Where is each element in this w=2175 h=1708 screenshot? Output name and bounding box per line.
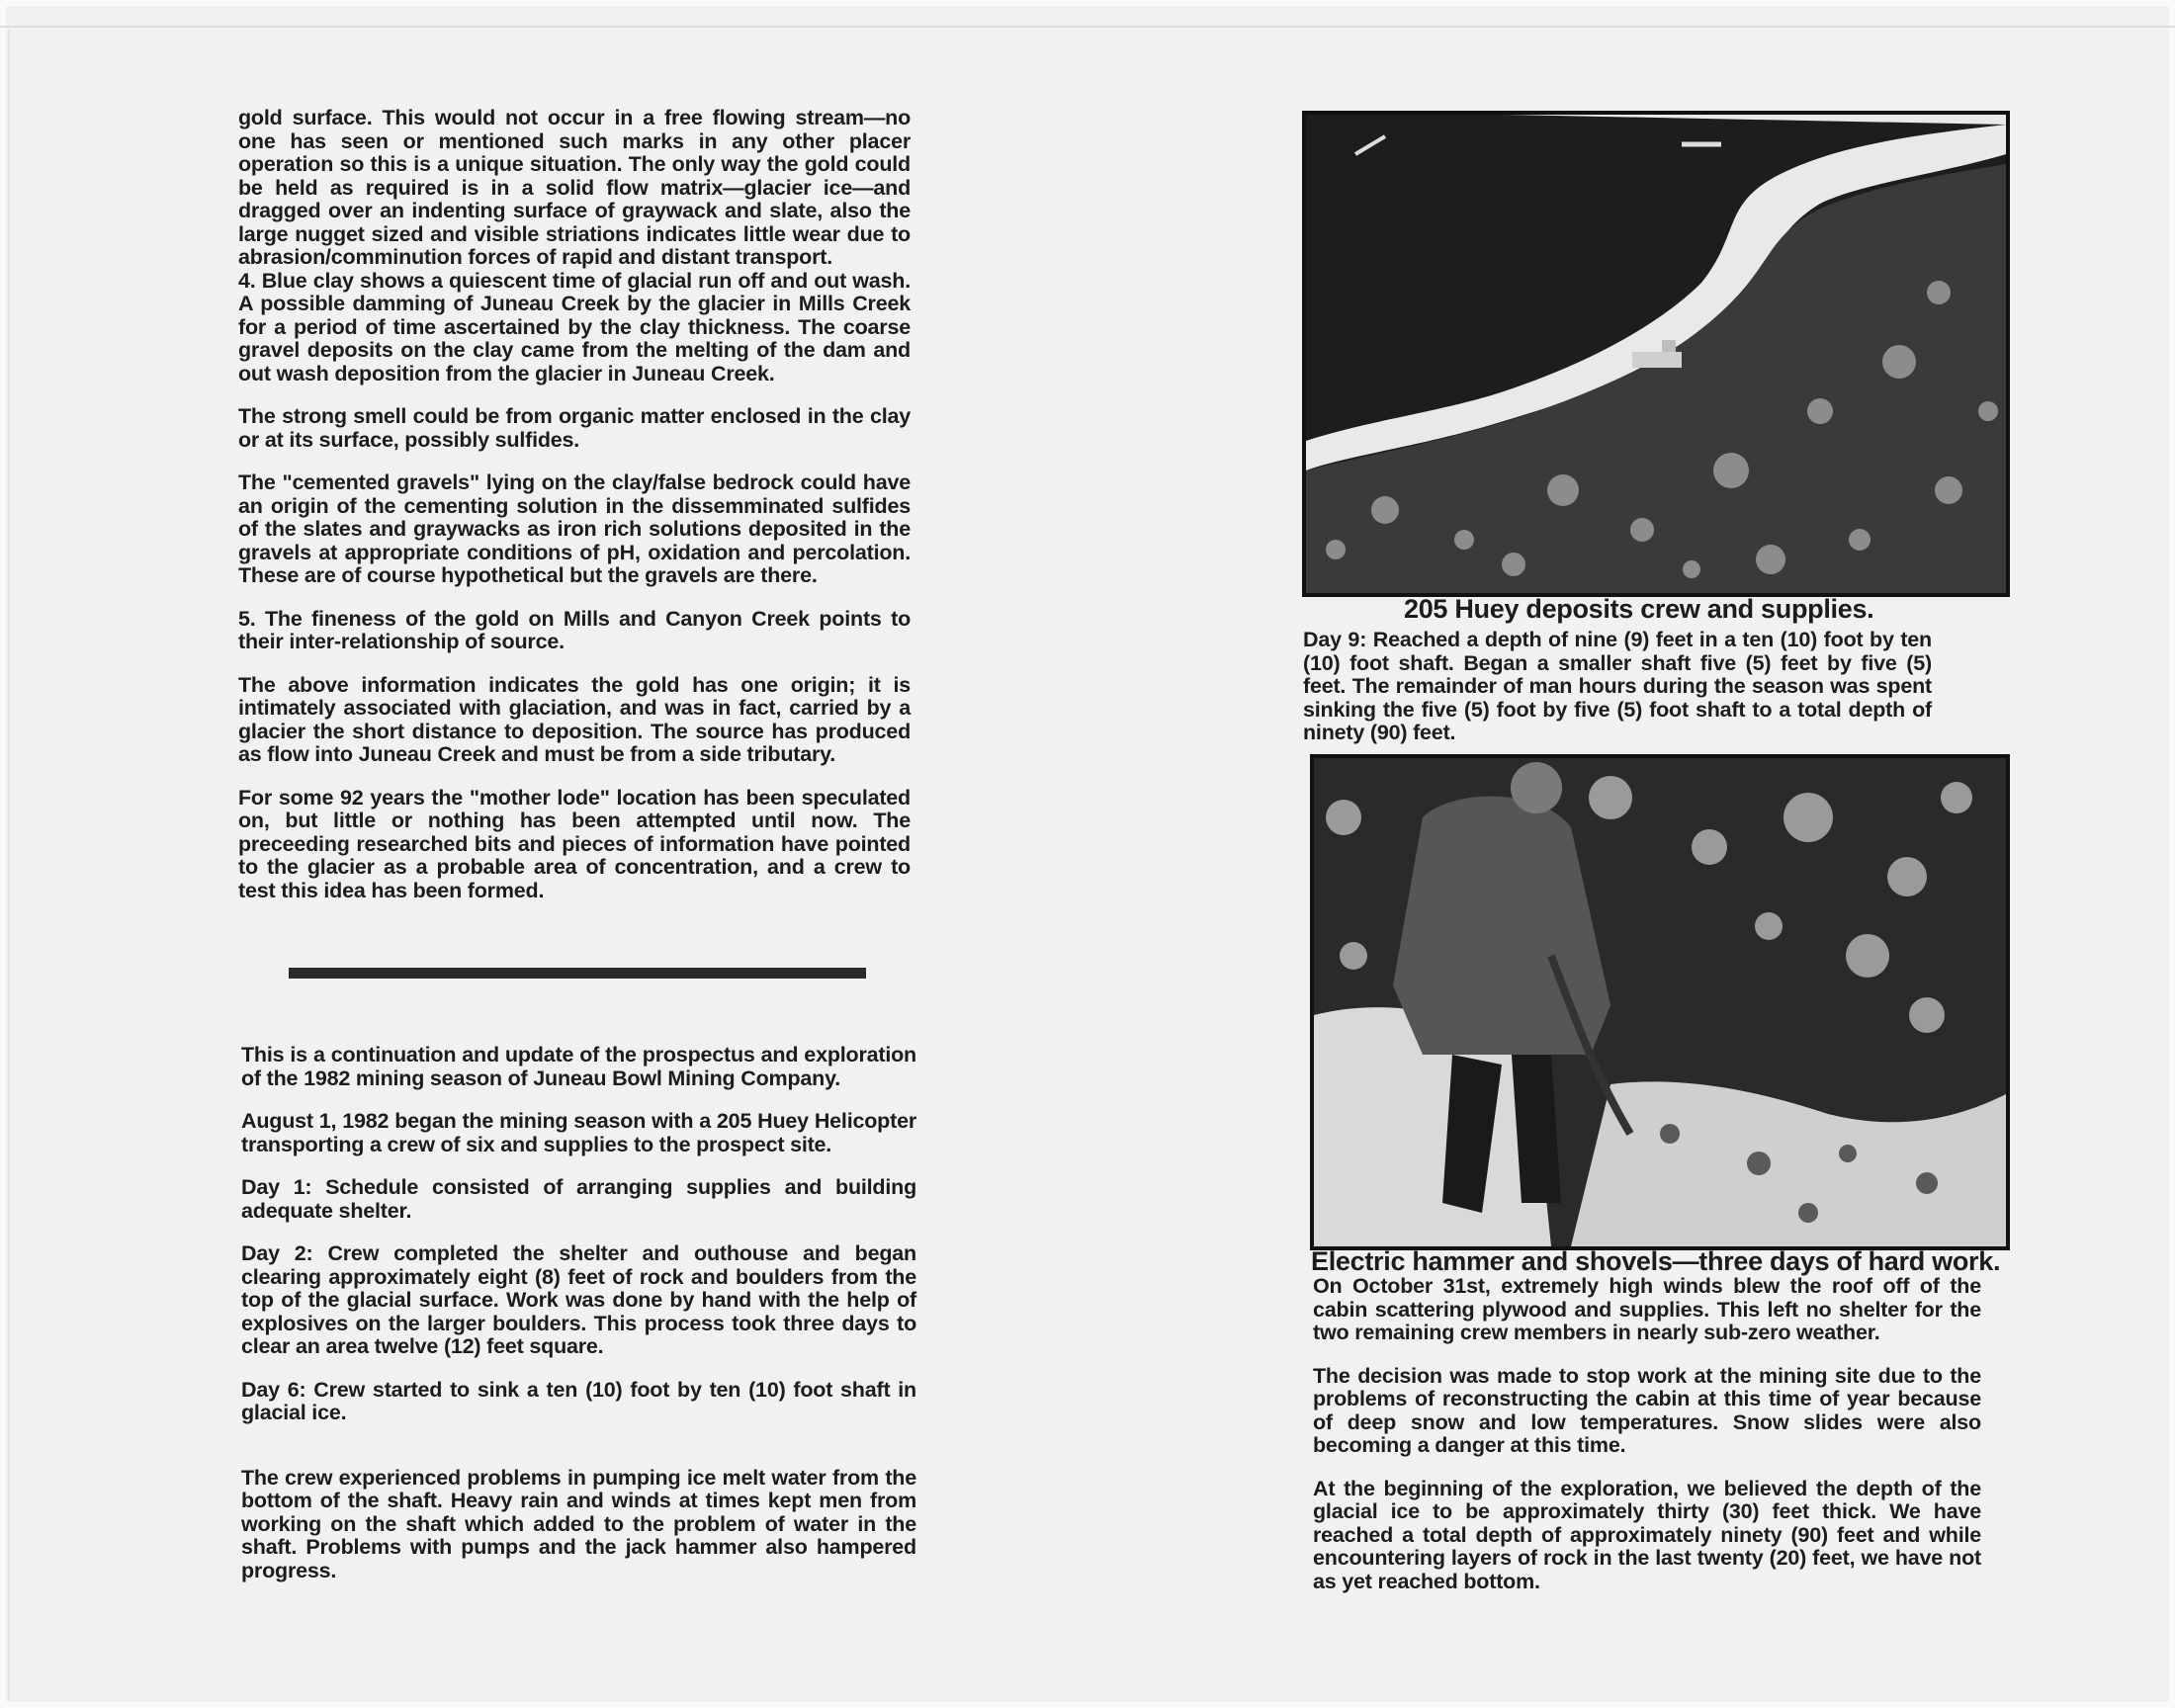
left-column-lower [241, 1044, 916, 1602]
worker-photo [1310, 754, 2010, 1250]
paragraph: August 1, 1982 began the mining season with a 205 Huey Helicopter transporting a crew of six and supplies to the prospect site. [241, 1109, 916, 1156]
helicopter-photo [1302, 111, 2010, 597]
scan-edge [0, 26, 2175, 28]
paragraph: The strong smell could be from organic matter enclosed in the clay or at its surface, possibly sulfides. [238, 404, 911, 452]
paragraph: Day 9: Reached a depth of nine (9) feet in a ten (10) foot by ten (10) foot shaft. Began a smaller shaft five (5) feet by five (5) feet. The remainder of man hours during the season was spent sinking the five (5) foot by five (5) foot shaft to a total depth of ninety (90) feet. [1303, 628, 1932, 744]
worker-photo-image [1314, 758, 2006, 1246]
day9-text [1303, 629, 1932, 765]
photo-caption: 205 Huey deposits crew and supplies. [1404, 594, 1874, 624]
right-column-lower [1313, 1275, 1981, 1613]
paragraph: On October 31st, extremely high winds blew the roof off of the cabin scattering plywood and supplies. This left no shelter for the two remaining crew members in nearly sub-zero weather. [1313, 1274, 1981, 1344]
paragraph: The "cemented gravels" lying on the clay/false bedrock could have an origin of the cementing solution in the dissemminated sulfides of the slates and graywacks as iron rich solutions deposited in the gravels at appropriate conditions of pH, oxidation and percolation. These are of course hypothetical but the gravels are there. [238, 470, 911, 587]
section-divider [289, 968, 866, 979]
paragraph: For some 92 years the "mother lode" location has been speculated on, but little or nothing has been attempted until now. The preceeding researched bits and pieces of information have pointed to the glacier as a probable area of concentration, and a crew to test this idea has been formed. [238, 785, 911, 902]
paragraph: Day 6: Crew started to sink a ten (10) foot by ten (10) foot shaft in glacial ice. [241, 1377, 916, 1424]
photo-caption: Electric hammer and shovels—three days of hard work. [1311, 1246, 2001, 1276]
paragraph: The crew experienced problems in pumping ice melt water from the bottom of the shaft. Heavy rain and winds at times kept men from working on the shaft which added to the problem of water in the shaft. Problems with pumps and the jack hammer also hampered progress. [241, 1465, 916, 1582]
paragraph: This is a continuation and update of the prospectus and exploration of the 1982 mining season of Juneau Bowl Mining Company. [241, 1043, 916, 1090]
left-column-upper [238, 107, 911, 922]
paragraph: Day 1: Schedule consisted of arranging supplies and building adequate shelter. [241, 1175, 916, 1223]
paragraph: 5. The fineness of the gold on Mills and Canyon Creek points to their inter-relationship of source. [238, 606, 911, 653]
paragraph: gold surface. This would not occur in a free flowing stream—no one has seen or mentioned such marks in any other placer operation so this is a unique situation. The only way the gold could be held as required is in a solid flow matrix—glacier ice—and dragged over an indenting surface of graywack and slate, also the large nugget sized and visible striations indicates little wear due to abrasion/comminution forces of rapid and distant transport. 4. Blue clay shows a quiescent time of glacial run off and out wash. A possible damming of Juneau Creek by the glacier in Mills Creek for a period of time ascertained by the clay thickness. The coarse gravel deposits on the clay came from the melting of the dam and out wash deposition from the glacier in Juneau Creek. [238, 106, 911, 385]
scan-edge-left [8, 30, 10, 1700]
paragraph: Day 2: Crew completed the shelter and outhouse and began clearing approximately eight (8) feet of rock and boulders from the top of the glacial surface. Work was done by hand with the help of explosives on the larger boulders. This process took three days to clear an area twelve (12) feet square. [241, 1241, 916, 1358]
paragraph: At the beginning of the exploration, we believed the depth of the glacial ice to be approximately thirty (30) feet thick. We have reached a total depth of approximately ninety (90) feet and while encountering layers of rock in the last twenty (20) feet, we have not as yet reached bottom. [1313, 1476, 1981, 1593]
paragraph: The above information indicates the gold has one origin; it is intimately associated with glaciation, and was in fact, carried by a glacier the short distance to deposition. The source has produced as flow into Juneau Creek and must be from a side tributary. [238, 672, 911, 766]
helicopter-photo-image [1306, 115, 2006, 593]
paragraph: The decision was made to stop work at the mining site due to the problems of reconstructing the cabin at this time of year because of deep snow and low temperatures. Snow slides were also becoming a danger at this time. [1313, 1363, 1981, 1457]
